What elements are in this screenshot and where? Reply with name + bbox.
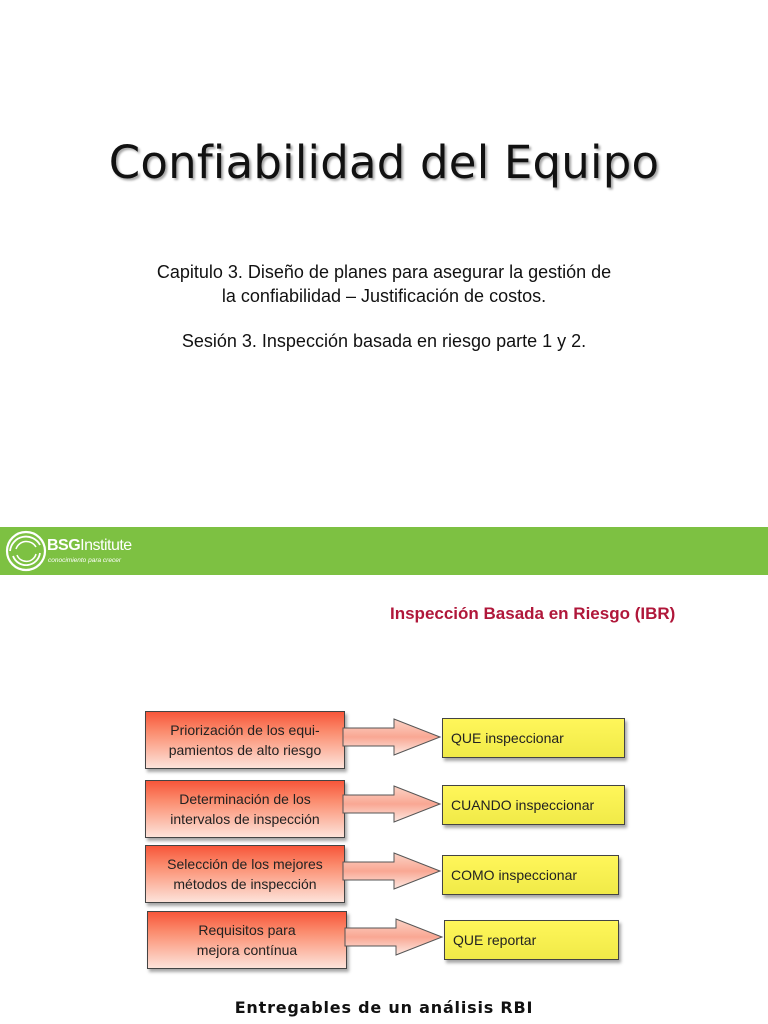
- deliverable-text: QUE reportar: [453, 932, 537, 948]
- deliverable-box-cuando: [442, 785, 625, 825]
- step-text-line: métodos de inspección: [173, 876, 317, 892]
- deliverable-box-reportar: [444, 920, 619, 960]
- step-text-line: intervalos de inspección: [170, 811, 320, 827]
- chapter-line-1: Capitulo 3. Diseño de planes para asegurar la gestión de: [156, 262, 612, 282]
- step-text-line: pamientos de alto riesgo: [168, 742, 322, 758]
- arrow-right-icon: [342, 851, 442, 891]
- logo-tagline: conocimiento para crecer: [48, 557, 121, 564]
- section-title: Inspección Basada en Riesgo (IBR): [390, 604, 676, 623]
- chapter-line-2: la confiabilidad – Justificación de costos.: [221, 286, 547, 306]
- logo-name-bold: BSG: [47, 537, 81, 554]
- deliverable-box-como: [442, 855, 619, 895]
- deliverable-text: COMO inspeccionar: [451, 867, 578, 883]
- arrow-right-icon: [344, 917, 444, 957]
- arrow-right-icon: [342, 784, 442, 824]
- footer-caption: Entregables de un análisis RBI: [234, 998, 534, 1017]
- step-text-line: Determinación de los: [179, 791, 311, 807]
- step-box-priorizacion: [145, 711, 345, 769]
- slide-title: Confiabilidad del Equipo: [108, 136, 660, 189]
- step-box-seleccion: [145, 845, 345, 903]
- step-box-determinacion: [145, 780, 345, 838]
- step-text-line: Priorización de los equi-: [170, 722, 320, 738]
- deliverable-text: QUE inspeccionar: [451, 730, 564, 746]
- logo-name-light: Institute: [80, 537, 132, 554]
- step-box-requisitos: [147, 911, 347, 969]
- logo-name: [47, 537, 132, 555]
- deliverable-text: CUANDO inspeccionar: [451, 797, 595, 813]
- step-text-line: Requisitos para: [198, 922, 296, 938]
- deliverable-box-que: [442, 718, 625, 758]
- session-line: Sesión 3. Inspección basada en riesgo parte 1 y 2.: [181, 331, 587, 351]
- step-text-line: mejora contínua: [196, 942, 298, 958]
- arrow-right-icon: [342, 717, 442, 757]
- step-text-line: Selección de los mejores: [167, 856, 323, 872]
